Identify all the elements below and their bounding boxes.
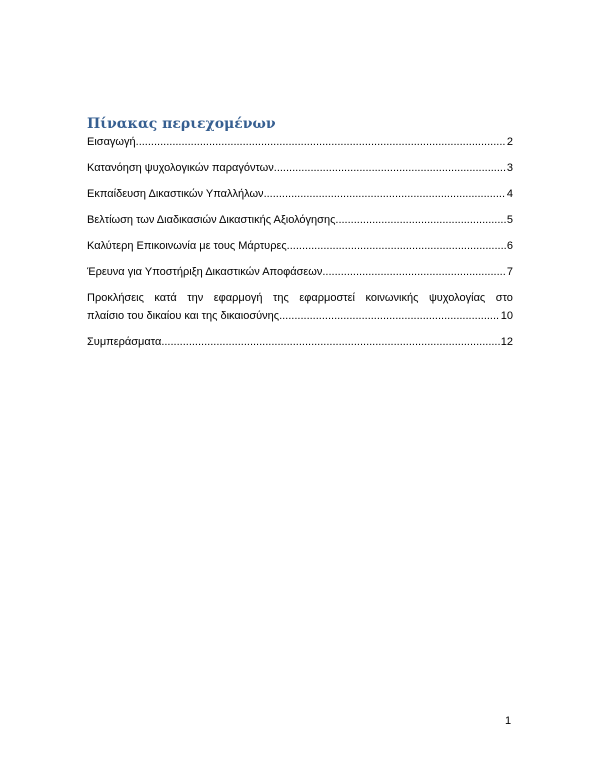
toc-entry-text: Έρευνα για Υποστήριξη Δικαστικών Αποφάσεων <box>87 266 323 278</box>
toc-entry-challenges[interactable] <box>87 289 513 325</box>
toc-entry-text: Καλύτερη Επικοινωνία με τους Μάρτυρες <box>87 240 287 252</box>
toc-word: εφαρμογή <box>213 292 263 304</box>
toc-leader-dots <box>136 133 506 151</box>
toc-entry-text: Εκπαίδευση Δικαστικών Υπαλλήλων <box>87 188 264 200</box>
toc-word: ψυχολογίας <box>428 292 486 304</box>
toc-word: εφαρμοστεί <box>299 292 355 304</box>
toc-entry-page: 4 <box>506 188 513 200</box>
toc-leader-dots <box>161 333 499 351</box>
toc-entry-text: Συμπεράσματα <box>87 336 162 348</box>
table-of-contents <box>87 133 513 359</box>
toc-entry-page: 6 <box>506 240 513 252</box>
toc-word: κατά <box>154 292 177 304</box>
toc-entry-page: 2 <box>506 136 513 148</box>
toc-word: κοινωνικής <box>365 292 419 304</box>
toc-entry-communication[interactable] <box>87 237 513 255</box>
toc-entry-introduction[interactable] <box>87 133 513 151</box>
toc-leader-dots <box>287 237 506 255</box>
toc-entry-page: 10 <box>500 310 513 322</box>
toc-leader-dots <box>335 211 505 229</box>
toc-entry-evaluation[interactable] <box>87 211 513 229</box>
toc-entry-page: 12 <box>500 336 513 348</box>
toc-entry-research[interactable] <box>87 263 513 281</box>
toc-entry-text: πλαίσιο του δικαίου και της δικαιοσύνης <box>87 310 280 322</box>
toc-word: την <box>187 292 204 304</box>
toc-entry-psychological-factors[interactable] <box>87 159 513 177</box>
toc-entry-text: Κατανόηση ψυχολογικών παραγόντων <box>87 162 274 174</box>
toc-entry-page: 5 <box>506 214 513 226</box>
toc-entry-training[interactable] <box>87 185 513 203</box>
toc-title: Πίνακας περιεχομένων <box>87 116 276 132</box>
toc-entry-text: Βελτίωση των Διαδικασιών Δικαστικής Αξιολόγησης <box>87 214 336 226</box>
toc-leader-dots <box>322 263 506 281</box>
toc-word: της <box>273 292 289 304</box>
page-number: 1 <box>505 715 512 727</box>
toc-leader-dots <box>264 185 506 203</box>
toc-entry-conclusions[interactable] <box>87 333 513 351</box>
toc-word: στο <box>495 292 513 304</box>
toc-entry-page: 3 <box>506 162 513 174</box>
toc-word: Προκλήσεις <box>87 292 144 304</box>
toc-leader-dots <box>274 159 506 177</box>
toc-entry-text: Εισαγωγή <box>87 136 136 148</box>
toc-entry-first-line <box>87 289 513 307</box>
toc-leader-dots <box>279 307 500 325</box>
toc-entry-page: 7 <box>506 266 513 278</box>
